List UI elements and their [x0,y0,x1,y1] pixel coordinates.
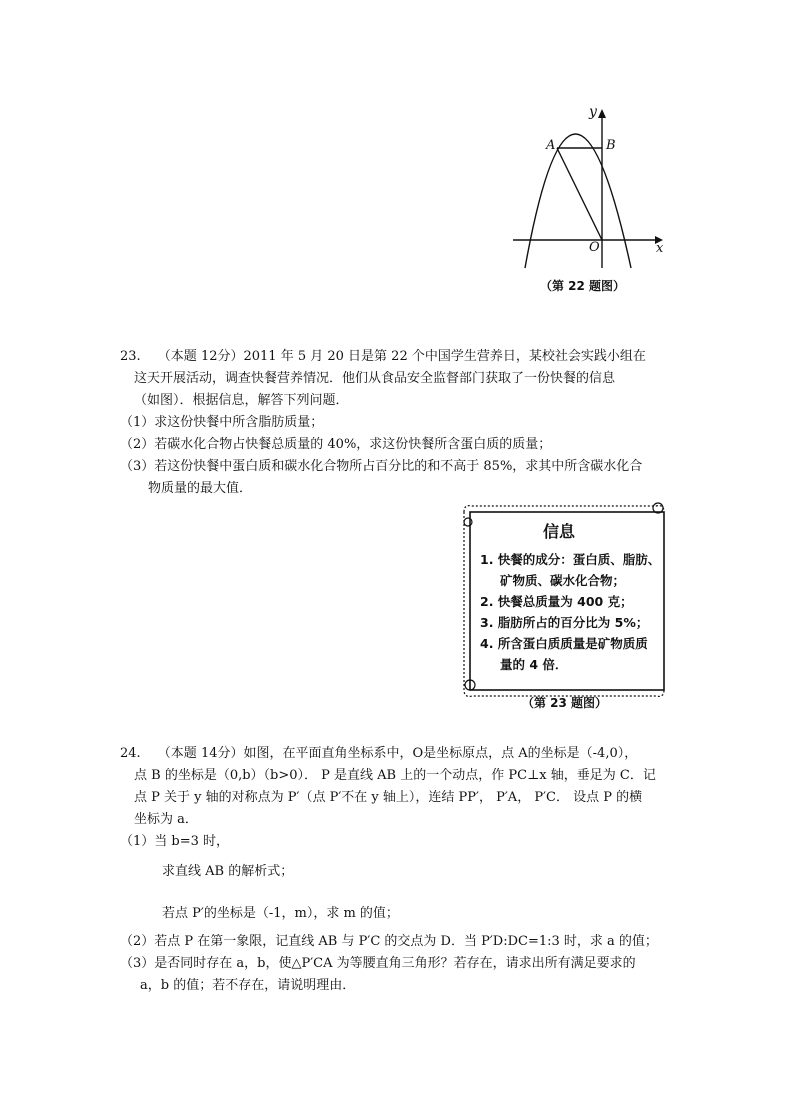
figure-22 [505,100,670,275]
q24-line-2: 点 B 的坐标是（0,b）（b>0）． P 是直线 AB 上的一个动点，作 PC⊥x 轴，垂足为 C．记 [134,768,656,783]
info-title: 信息 [543,522,576,541]
label-b: B [606,138,616,153]
info-item-3: 3. 脂肪所占的百分比为 5%； [480,615,649,630]
label-o: O [589,240,600,255]
q23-line-2: 这天开展活动，调查快餐营养情况．他们从食品安全监督部门获取了一份快餐的信息 [134,371,616,386]
label-y: y [589,104,597,120]
info-item-2: 2. 快餐总质量为 400 克； [480,594,633,609]
q24-line-9: （3）是否同时存在 a，b，使△P′CA 为等腰直角三角形？若存在，请求出所有满足要求的 [120,956,636,971]
q24-line-5: （1）当 b=3 时， [120,834,230,849]
q24-line-8: （2）若点 P 在第一象限，记直线 AB 与 P′C 的交点为 D．当 P′D:DC=1:3 时，求 a 的值； [120,934,658,949]
q23-line-6: （3）若这份快餐中蛋白质和碳水化合物所占百分比的和不高于 85%，求其中所含碳水化合 [120,459,643,474]
info-item-1: 1. 快餐的成分：蛋白质、脂肪、 [480,552,661,567]
figure-23-caption: （第 23 题图） [522,696,608,710]
info-item-1-cont: 矿物质、碳水化合物； [500,573,626,588]
figure-22-caption: （第 22 题图） [540,279,626,293]
q23-line-5: （2）若碳水化合物占快餐总质量的 40%，求这份快餐所含蛋白质的质量； [120,437,552,452]
parabola-curve [525,134,631,268]
q23-line-7: 物质量的最大值． [148,481,253,496]
q24-line-4: 坐标为 a． [134,812,198,827]
segment-ao [557,148,602,240]
q24-line-3: 点 P 关于 y 轴的对称点为 P′（点 P′不在 y 轴上），连结 PP′， P′A， P′C． 设点 P 的横 [134,790,643,805]
parabola-graph [505,100,670,275]
info-item-4: 4. 所含蛋白质质量是矿物质质 [480,636,648,651]
info-item-4-cont: 量的 4 倍． [500,657,568,672]
q24-line-10: a，b 的值；若不存在，请说明理由． [140,978,356,993]
q23-line-3: （如图）．根据信息，解答下列问题． [134,393,349,408]
y-axis-arrow [598,109,606,118]
q24-line-6: 求直线 AB 的解析式； [162,864,294,879]
q23-line-1: 23. （本题 12分）2011 年 5 月 20 日是第 22 个中国学生营养日，某校社会实践小组在 [120,349,646,364]
q23-line-4: （1）求这份快餐中所含脂肪质量； [120,415,324,430]
q24-line-1: 24. （本题 14分）如图，在平面直角坐标系中，O是坐标原点，点 A的坐标是（-4,0）， [120,746,638,761]
label-x: x [656,241,664,256]
q24-line-7: 若点 P′的坐标是（-1，m），求 m 的值； [162,906,399,921]
label-a: A [546,138,556,153]
